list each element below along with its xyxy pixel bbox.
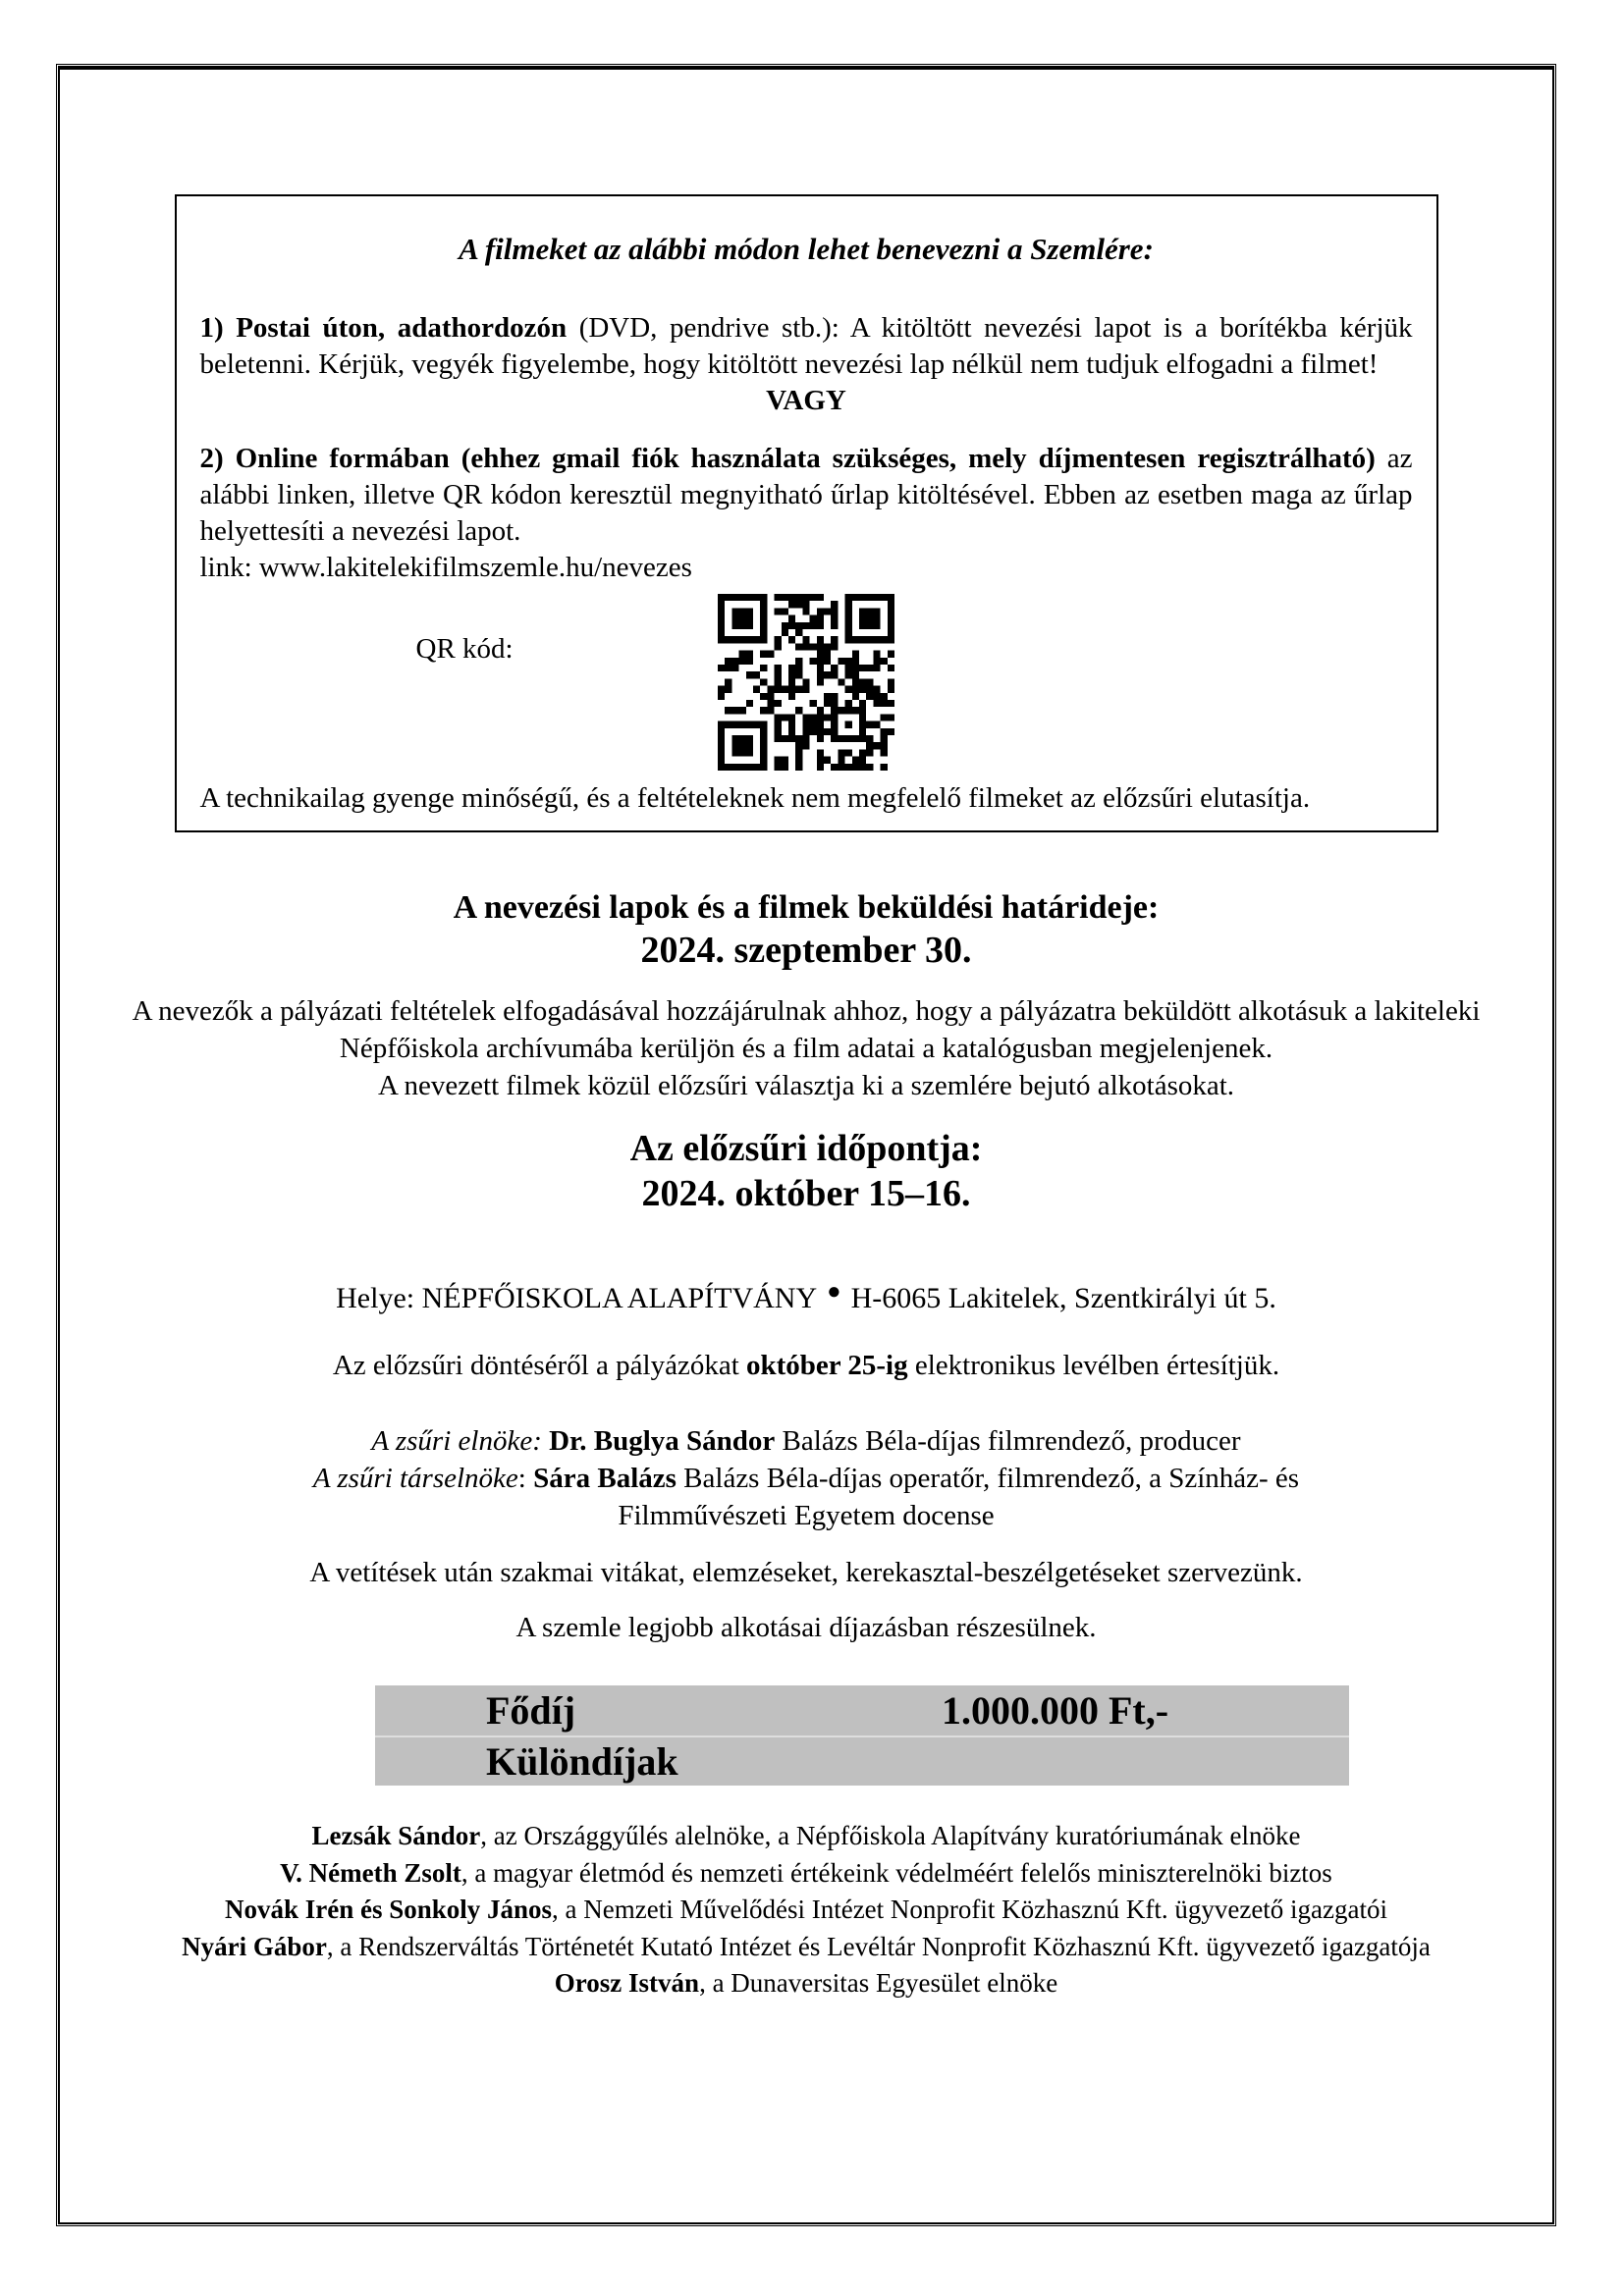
decision-line [61, 1347, 1551, 1384]
patron-line [61, 1855, 1551, 1893]
prize-label: Fődíj [486, 1688, 576, 1733]
jury-cochair-line [61, 1460, 1551, 1497]
prize-row-main [375, 1685, 1349, 1735]
jury-chair-title: Balázs Béla-díjas filmrendező, producer [775, 1425, 1241, 1457]
method2-text: az alábbi linken, illetve QR kódon keresztül megnyitható űrlap kitöltésével. Ebben az esetben maga az űrlap helyettesíti a nevezési lapot. [199, 443, 1413, 547]
decision-prefix: Az előzsűri döntéséről a pályázókat [332, 1350, 746, 1381]
patron-name: Nyári Gábor [182, 1931, 327, 1961]
prize-label: Különdíjak [486, 1739, 678, 1784]
jury-cochair-name: Sára Balázs [533, 1463, 677, 1494]
link-url: www.lakitelekifilmszemle.hu/nevezes [258, 552, 692, 583]
consent-text: A nevezők a pályázati feltételek elfogadásával hozzájárulnak ahhoz, hogy a pályázatra beküldött alkotásuk a lakiteleki Népfőiskola archívumába kerüljön és a film adatai a katalógusban megjelenjenek. [132, 995, 1481, 1064]
prize-amount: 1.000.000 Ft,- [942, 1688, 1169, 1733]
entry-methods-box [175, 194, 1438, 832]
submission-method-online [200, 441, 1413, 550]
prejury-date: 2024. október 15–16. [641, 1173, 971, 1214]
patron-name: V. Németh Zsolt [280, 1857, 461, 1888]
patron-line [61, 1929, 1551, 1966]
patron-name: Orosz István [554, 1968, 700, 1998]
jury-chair-line [61, 1422, 1551, 1460]
preselection-note: A nevezett filmek közül előzsűri választja ki a szemlére bejutó alkotásokat. [377, 1070, 1235, 1101]
patron-name: Novák Irén és Sonkoly János [224, 1895, 553, 1924]
decision-deadline: október 25-ig [746, 1350, 908, 1381]
patron-title: , a Dunaversitas Egyesület elnöke [699, 1968, 1058, 1998]
jury-block [61, 1422, 1551, 1534]
venue-line [61, 1273, 1551, 1317]
venue-prefix: Helye: NÉPFŐISKOLA ALAPÍTVÁNY [336, 1282, 818, 1314]
deadline-date: 2024. szeptember 30. [640, 930, 972, 971]
patron-title: , a magyar életmód és nemzeti értékeink védelméért felelős miniszterelnöki biztos [460, 1857, 1332, 1888]
prejury-heading: Az előzsűri időpontja: [629, 1128, 983, 1169]
link-line [200, 550, 1413, 586]
patron-title: , az Országgyűlés alelnöke, a Népfőiskola Alapítvány kuratóriumának elnöke [480, 1821, 1301, 1850]
prize-row-special [375, 1735, 1349, 1786]
jury-cochair-label: A zsűri társelnöke [312, 1463, 518, 1494]
patron-line [61, 1892, 1551, 1929]
qr-row [200, 594, 1413, 771]
jury-chair-label: A zsűri elnöke: [371, 1425, 550, 1457]
qr-code-image [718, 594, 894, 771]
or-separator: VAGY [766, 385, 846, 416]
bullet-icon: ● [827, 1279, 841, 1305]
patron-name: Lezsák Sándor [311, 1821, 481, 1850]
patron-line [61, 1965, 1551, 2002]
method1-lead: 1) Postai úton, adathordozón [199, 312, 568, 344]
jury-chair-name: Dr. Buglya Sándor [549, 1425, 776, 1457]
awards-note: A szemle legjobb alkotásai díjazásban részesülnek. [515, 1612, 1097, 1643]
page-content [61, 71, 1551, 2219]
deadline-heading: A nevezési lapok és a filmek beküldési határideje: [453, 889, 1160, 926]
page-frame [56, 64, 1556, 2226]
technical-note: A technikailag gyenge minőségű, és a feltételeknek nem megfelelő filmeket az előzsűri elutasítja. [199, 782, 1311, 814]
patron-line [61, 1818, 1551, 1855]
method2-lead: 2) Online formában (ehhez gmail fiók használata szükséges, mely díjmentesen regisztrálható) [199, 443, 1376, 474]
decision-suffix: elektronikus levélben értesítjük. [907, 1350, 1280, 1381]
entry-box-title: A filmeket az alábbi módon lehet benevezni a Szemlére: [459, 232, 1154, 266]
jury-cochair-line2: Filmművészeti Egyetem docense [618, 1500, 995, 1531]
patrons-list [61, 1818, 1551, 2002]
patron-title: , a Nemzeti Művelődési Intézet Nonprofit Közhasznú Kft. ügyvezető igazgatói [552, 1895, 1388, 1924]
jury-cochair-colon: : [517, 1463, 534, 1494]
venue-address: H-6065 Lakitelek, Szentkirályi út 5. [850, 1282, 1276, 1314]
jury-cochair-title: Balázs Béla-díjas operatőr, filmrendező, a Színház- és [676, 1463, 1300, 1494]
link-label: link: [199, 552, 259, 583]
patron-title: , a Rendszerváltás Történetét Kutató Intézet és Levéltár Nonprofit Közhasznú Kft. ügyvezető igazgatója [326, 1931, 1431, 1961]
screenings-note: A vetítések után szakmai vitákat, elemzéseket, kerekasztal-beszélgetéseket szervezünk. [309, 1557, 1303, 1588]
consent-paragraph [61, 992, 1551, 1104]
prize-table [375, 1685, 1349, 1786]
qr-label: QR kód: [415, 633, 514, 665]
method1-text: (DVD, pendrive stb.): A kitöltött nevezési lapot is a borítékba kérjük beletenni. Kérjük, vegyék figyelembe, hogy kitöltött nevezési lap nélkül nem tudjuk elfogadni a filmet! [199, 312, 1413, 380]
submission-method-postal [200, 310, 1413, 383]
